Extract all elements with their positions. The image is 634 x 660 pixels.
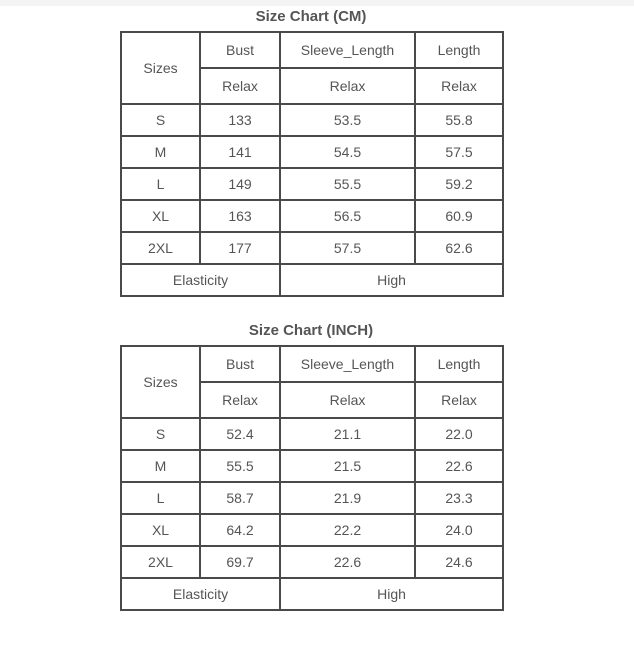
table-row (121, 418, 503, 450)
column-header-bust: Bust (200, 32, 280, 68)
table-row (121, 546, 503, 578)
bust-cell: 141 (200, 136, 280, 168)
length-cell: 22.6 (415, 450, 503, 482)
subheader-bust: Relax (200, 382, 280, 418)
bust-cell: 55.5 (200, 450, 280, 482)
sleeve-length-cell: 57.5 (280, 232, 415, 264)
size-chart-inch (120, 314, 502, 611)
column-header-length: Length (415, 346, 503, 382)
subheader-length: Relax (415, 382, 503, 418)
column-header-bust: Bust (200, 346, 280, 382)
elasticity-value: High (280, 578, 503, 610)
length-cell: 24.6 (415, 546, 503, 578)
header-row (121, 346, 503, 382)
size-cell: 2XL (121, 546, 200, 578)
header-row (121, 32, 503, 68)
sleeve-length-cell: 55.5 (280, 168, 415, 200)
size-cell: 2XL (121, 232, 200, 264)
table-row (121, 136, 503, 168)
chart-title-cm: Size Chart (CM) (255, 8, 367, 25)
footer-row (121, 578, 503, 610)
bust-cell: 177 (200, 232, 280, 264)
footer-row (121, 264, 503, 296)
size-table-inch (120, 345, 504, 611)
table-row (121, 104, 503, 136)
length-cell: 23.3 (415, 482, 503, 514)
size-chart-cm (120, 0, 502, 297)
size-cell: S (121, 104, 200, 136)
chart-title-inch: Size Chart (INCH) (248, 322, 374, 339)
sleeve-length-cell: 56.5 (280, 200, 415, 232)
subheader-bust: Relax (200, 68, 280, 104)
length-cell: 57.5 (415, 136, 503, 168)
table-row (121, 232, 503, 264)
column-header-sleeve-length: Sleeve_Length (280, 32, 415, 68)
length-cell: 22.0 (415, 418, 503, 450)
table-row (121, 514, 503, 546)
bust-cell: 163 (200, 200, 280, 232)
sizes-header: Sizes (121, 346, 200, 418)
table-row (121, 200, 503, 232)
size-cell: XL (121, 200, 200, 232)
column-header-sleeve-length: Sleeve_Length (280, 346, 415, 382)
column-header-length: Length (415, 32, 503, 68)
bust-cell: 149 (200, 168, 280, 200)
size-cell: S (121, 418, 200, 450)
size-cell: L (121, 482, 200, 514)
table-row (121, 482, 503, 514)
length-cell: 59.2 (415, 168, 503, 200)
sleeve-length-cell: 21.9 (280, 482, 415, 514)
sleeve-length-cell: 21.1 (280, 418, 415, 450)
elasticity-label: Elasticity (121, 578, 280, 610)
length-cell: 55.8 (415, 104, 503, 136)
table-row (121, 450, 503, 482)
bust-cell: 69.7 (200, 546, 280, 578)
sleeve-length-cell: 21.5 (280, 450, 415, 482)
sleeve-length-cell: 54.5 (280, 136, 415, 168)
bust-cell: 52.4 (200, 418, 280, 450)
size-cell: L (121, 168, 200, 200)
length-cell: 24.0 (415, 514, 503, 546)
length-cell: 62.6 (415, 232, 503, 264)
bust-cell: 64.2 (200, 514, 280, 546)
sleeve-length-cell: 22.2 (280, 514, 415, 546)
elasticity-value: High (280, 264, 503, 296)
length-cell: 60.9 (415, 200, 503, 232)
size-table-cm (120, 31, 504, 297)
size-cell: M (121, 136, 200, 168)
size-cell: XL (121, 514, 200, 546)
subheader-sleeve-length: Relax (280, 382, 415, 418)
table-row (121, 168, 503, 200)
subheader-sleeve-length: Relax (280, 68, 415, 104)
elasticity-label: Elasticity (121, 264, 280, 296)
subheader-length: Relax (415, 68, 503, 104)
bust-cell: 133 (200, 104, 280, 136)
sleeve-length-cell: 22.6 (280, 546, 415, 578)
bust-cell: 58.7 (200, 482, 280, 514)
size-cell: M (121, 450, 200, 482)
sizes-header: Sizes (121, 32, 200, 104)
sleeve-length-cell: 53.5 (280, 104, 415, 136)
